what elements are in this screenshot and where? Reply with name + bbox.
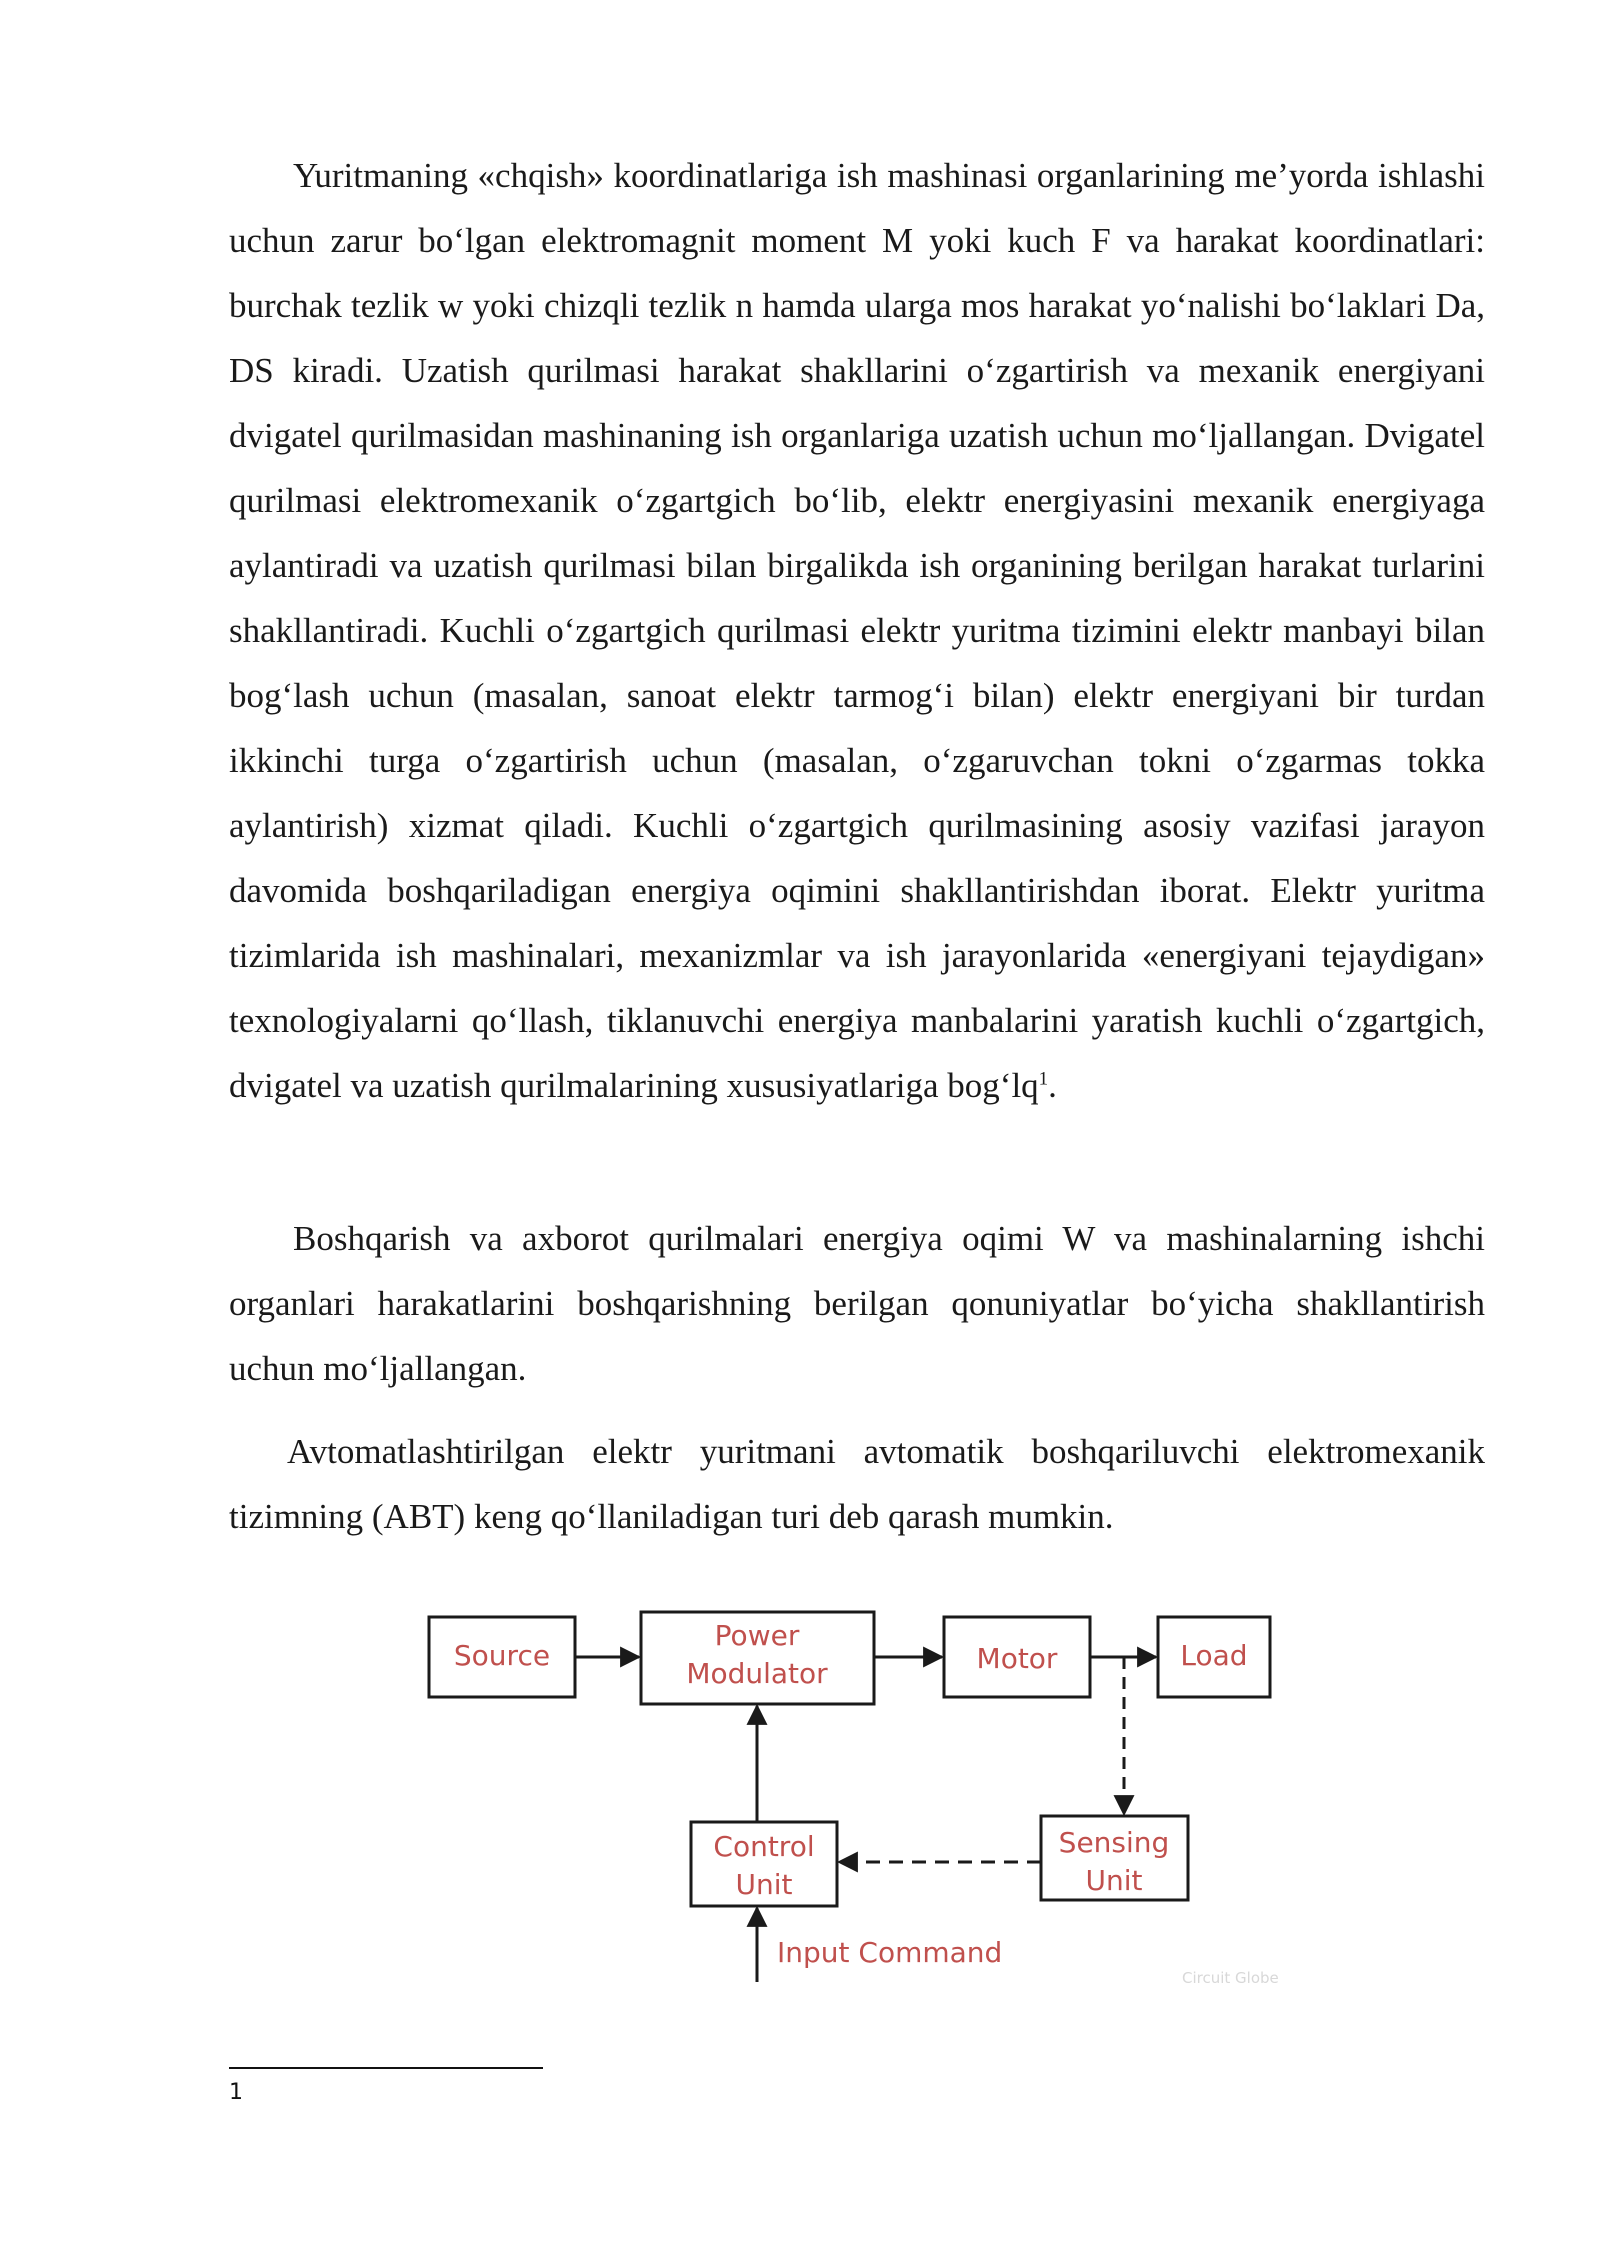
load-label: Load (1180, 1639, 1248, 1672)
source-block (429, 1617, 575, 1697)
sensing-unit-block (1041, 1816, 1188, 1900)
power-modulator-label-line2: Modulator (686, 1657, 828, 1690)
load-block (1158, 1617, 1270, 1697)
source-label: Source (453, 1639, 551, 1672)
paragraph-1-end: . (1048, 1066, 1057, 1105)
paragraph-1 (229, 143, 1485, 1118)
power-modulator-label-line1: Power (714, 1619, 800, 1652)
sensing-unit-label-line2: Unit (1085, 1864, 1143, 1897)
footnote-number: 1 (229, 2080, 243, 2105)
block-diagram (400, 1590, 1320, 2010)
watermark-text: Circuit Globe (1182, 1969, 1279, 1987)
footnote-reference[interactable]: 1 (1038, 1068, 1049, 1090)
footnote-separator (229, 2067, 543, 2069)
paragraph-3: Avtomatlashtirilgan elektr yuritmani avtomatik boshqariluvchi elektromexanik tizimning (ABT) keng qo‘llaniladigan turi deb qarash mumkin. (229, 1432, 1485, 1536)
input-command-label: Input Command (777, 1936, 1003, 1969)
paragraph-1-text: Yuritmaning «chqish» koordinatlariga ish mashinasi organlarining me’yorda ishlashi uchun zarur bo‘lgan elektromagnit moment M yoki kuch F va harakat koordinatlari: burchak tezlik w yoki chizqli tezlik n hamda ularga mos harakat yo‘nalishi bo‘laklari Da, DS kiradi. Uzatish qurilmasi harakat shakllarini o‘zgartirish va mexanik energiyani dvigatel qurilmasidan mashinaning ish organlariga uzatish uchun mo‘ljallangan. Dvigatel qurilmasi elektromexanik o‘zgartgich bo‘lib, elektr energiyasini mexanik energiyaga aylantiradi va uzatish qurilmasi bilan birgalikda ish organining berilgan harakat turlarini shakllantiradi. Kuchli o‘zgartgich qurilmasi elektr yuritma tizimini elektr manbayi bilan bog‘lash uchun (masalan, sanoat elektr tarmog‘i bilan) elektr energiyani bir turdan ikkinchi turga o‘zgartirish uchun (masalan, o‘zgaruvchan tokni o‘zgarmas tokka aylantirish) xizmat qiladi. Kuchli o‘zgartgich qurilmasining asosiy vazifasi jarayon davomida boshqariladigan energiya oqimini shakllantirishdan iborat. Elektr yuritma tizimlarida ish mashinalari, mexanizmlar va ish jarayonlarida «energiyani tejaydigan» texnologiyalarni qo‘llash, tiklanuvchi energiya manbalarini yaratish kuchli o‘zgartgich, dvigatel va uzatish qurilmalarining xususiyatlariga bog‘lq (229, 156, 1485, 1105)
sensing-unit-label-line1: Sensing (1058, 1826, 1170, 1859)
motor-block (944, 1617, 1090, 1697)
motor-label: Motor (976, 1642, 1058, 1675)
control-unit-block (691, 1822, 837, 1906)
paragraph-2: Boshqarish va axborot qurilmalari energiya oqimi W va mashinalarning ishchi organlari harakatlarini boshqarishning berilgan qonuniyatlar bo‘yicha shakllantirish uchun mo‘ljallangan. (229, 1219, 1485, 1388)
power-modulator-block (641, 1612, 874, 1704)
control-unit-label-line1: Control (713, 1830, 815, 1863)
control-unit-label-line2: Unit (735, 1868, 793, 1901)
